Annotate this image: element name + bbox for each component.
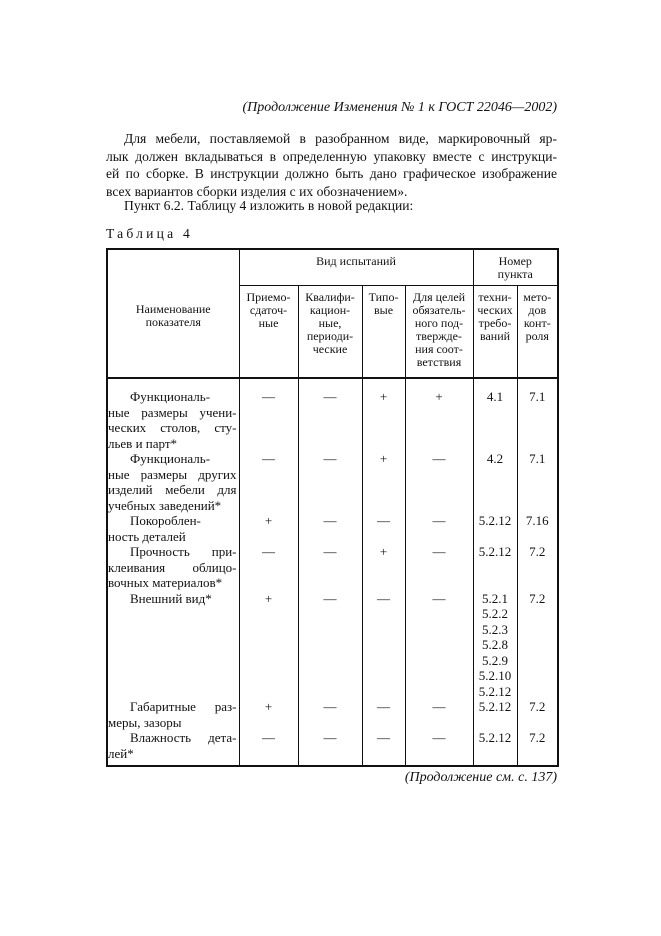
indicator-name-cell	[107, 378, 239, 451]
table-row	[107, 378, 558, 451]
header-control-methods	[517, 286, 558, 379]
test-mark: —	[432, 513, 446, 528]
indicator-name-line: учебных заведений*	[108, 497, 222, 513]
test-mark-cell	[362, 544, 405, 591]
test-mark-cell	[405, 730, 473, 766]
tech-requirement-cell	[473, 544, 517, 591]
test-mark: —	[323, 730, 337, 745]
test-mark-cell	[405, 544, 473, 591]
header-tech-requirements	[473, 286, 517, 379]
header-line: вые	[373, 303, 394, 317]
item-number: 5.2.9	[482, 652, 508, 668]
header-line: ветствия	[416, 355, 462, 369]
indicator-name-line: ность деталей	[108, 528, 186, 544]
tests-table	[106, 248, 559, 767]
test-mark: +	[435, 389, 443, 404]
header-indicator-name	[107, 249, 239, 378]
test-mark-cell	[362, 591, 405, 700]
tech-requirement-cell	[473, 378, 517, 451]
header-type	[362, 286, 405, 379]
tech-requirement-cell	[473, 730, 517, 766]
test-mark-cell	[298, 513, 362, 544]
test-mark: +	[264, 590, 273, 606]
header-line: ваний	[479, 329, 511, 343]
item-number: 5.2.12	[478, 513, 512, 528]
header-line: дов	[528, 303, 547, 317]
header-acceptance	[239, 286, 298, 379]
item-number: 5.2.12	[478, 730, 512, 745]
table-row	[107, 544, 558, 591]
indicator-name-cell	[107, 513, 239, 544]
indicator-name-line: клеивания облицо-	[108, 559, 237, 575]
header-test-types: Вид испытаний	[239, 249, 473, 286]
test-mark: —	[323, 451, 337, 466]
table-row	[107, 699, 558, 730]
header-line: пункта	[497, 267, 533, 281]
indicator-name-line: Функциональ-	[130, 389, 211, 404]
test-mark: +	[379, 544, 388, 559]
test-mark-cell	[298, 451, 362, 513]
item-number: 5.2.10	[478, 668, 512, 683]
paragraph-line: всех вариантов сборки изделия с их обозначением».	[106, 183, 408, 199]
item-number: 5.2.12	[478, 699, 512, 714]
indicator-name-line: вочных материалов*	[108, 575, 223, 590]
indicator-name-line: изделий мебели для	[108, 482, 237, 497]
test-mark: —	[377, 699, 390, 714]
test-mark: —	[432, 730, 446, 745]
table-body	[107, 378, 558, 766]
test-mark-cell	[298, 699, 362, 730]
test-mark: —	[262, 730, 275, 745]
header-line: ные	[258, 316, 279, 330]
header-line: обязатель-	[412, 303, 466, 317]
paragraph-line: Для мебели, поставляемой в разобранном виде, маркировочный яр-	[124, 131, 557, 146]
test-mark: —	[432, 451, 446, 466]
table-row	[107, 451, 558, 513]
header-line: ческие	[312, 342, 348, 356]
test-mark: —	[323, 699, 337, 714]
tech-requirement-cell	[473, 451, 517, 513]
header-line: мето-	[523, 290, 552, 304]
control-method-cell	[517, 544, 558, 591]
test-mark-cell	[239, 451, 298, 513]
indicator-name-line: Прочность при-	[130, 544, 237, 559]
test-mark-cell	[298, 544, 362, 591]
header-line: ные,	[318, 316, 342, 330]
control-method-cell	[517, 730, 558, 766]
test-mark: —	[377, 730, 390, 745]
table-label: Таблица 4	[106, 226, 193, 241]
test-mark: —	[323, 513, 337, 528]
test-mark-cell	[362, 451, 405, 513]
test-mark: —	[323, 389, 337, 404]
item-number: 7.2	[529, 699, 546, 714]
header-line: Наименование	[135, 302, 211, 316]
header-line: техни-	[478, 290, 512, 304]
test-mark: —	[262, 544, 275, 559]
test-mark-cell	[362, 378, 405, 451]
test-mark: —	[323, 544, 337, 559]
indicator-name-cell	[107, 591, 239, 700]
item-number: 4.2	[486, 451, 504, 466]
paragraph-line: ей по сборке. В инструкции должно быть дано графическое изображение	[106, 166, 557, 181]
test-mark-cell	[405, 591, 473, 700]
tech-requirement-cell	[473, 699, 517, 730]
point-text: Пункт 6.2. Таблицу 4 изложить в новой редакции:	[124, 198, 414, 213]
header-line: Номер	[498, 254, 532, 268]
item-number: 5.2.2	[482, 606, 508, 621]
test-mark: —	[432, 699, 446, 714]
item-number: 5.2.1	[482, 590, 508, 606]
header-line: Приемо-	[246, 290, 291, 304]
test-mark: +	[379, 451, 388, 466]
test-mark: —	[377, 513, 390, 528]
test-mark: +	[264, 513, 273, 528]
header-item-number	[473, 249, 558, 286]
test-mark-cell	[362, 513, 405, 544]
indicator-name-line: меры, зазоры	[108, 714, 182, 730]
control-method-cell	[517, 699, 558, 730]
test-mark-cell	[405, 378, 473, 451]
indicator-name-cell	[107, 451, 239, 513]
header-line: кацион-	[309, 303, 351, 317]
test-mark-cell	[405, 699, 473, 730]
header-line: периоди-	[306, 329, 354, 343]
tech-requirement-cell	[473, 591, 517, 700]
header-qualification	[298, 286, 362, 379]
item-number: 7.2	[529, 544, 546, 559]
table-row	[107, 591, 558, 700]
test-mark-cell	[239, 378, 298, 451]
test-mark-cell	[239, 730, 298, 766]
test-mark: +	[264, 699, 273, 714]
test-mark: —	[323, 590, 337, 606]
header-line: роля	[525, 329, 549, 343]
continuation-header: (Продолжение Изменения № 1 к ГОСТ 22046—2002)	[242, 100, 557, 115]
test-mark-cell	[239, 591, 298, 700]
test-mark-cell	[405, 513, 473, 544]
paragraph-line: лык должен вкладываться в определенную упаковку вместе с инструкци-	[106, 148, 557, 164]
test-mark-cell	[362, 730, 405, 766]
indicator-name-line: Габаритные раз-	[130, 699, 237, 714]
item-number: 5.2.8	[482, 637, 508, 652]
test-mark-cell	[405, 451, 473, 513]
test-mark-cell	[298, 730, 362, 766]
indicator-name-line: ные размеры других	[108, 466, 237, 482]
header-conformity	[405, 286, 473, 379]
header-line: Квалифи-	[305, 290, 355, 304]
test-mark-cell	[239, 699, 298, 730]
test-mark: —	[262, 389, 275, 404]
test-mark: +	[379, 389, 388, 404]
test-mark: —	[432, 544, 446, 559]
item-number: 7.16	[525, 513, 549, 528]
indicator-name-cell	[107, 699, 239, 730]
table-row	[107, 513, 558, 544]
indicator-name-line: льев и парт*	[108, 435, 178, 451]
test-mark-cell	[298, 378, 362, 451]
test-mark: —	[377, 590, 390, 606]
header-line: ного под-	[414, 316, 464, 330]
control-method-cell	[517, 451, 558, 513]
item-number: 5.2.3	[482, 621, 508, 637]
header-line: показателя	[145, 315, 201, 329]
indicator-name-line: Функциональ-	[130, 451, 211, 466]
item-number: 4.1	[486, 389, 504, 404]
item-number: 5.2.12	[478, 683, 512, 699]
item-number: 7.2	[529, 730, 546, 745]
control-method-cell	[517, 378, 558, 451]
indicator-name-cell	[107, 730, 239, 766]
test-mark-cell	[362, 699, 405, 730]
table-header	[107, 249, 558, 378]
indicator-name-cell	[107, 544, 239, 591]
test-mark: —	[262, 451, 275, 466]
table-row	[107, 730, 558, 766]
item-number: 7.2	[529, 590, 546, 606]
item-number: 7.1	[529, 451, 546, 466]
item-number: 7.1	[529, 389, 546, 404]
control-method-cell	[517, 591, 558, 700]
control-method-cell	[517, 513, 558, 544]
test-mark-cell	[239, 513, 298, 544]
indicator-name-line: ные размеры учени-	[108, 404, 237, 420]
header-line: ческих	[477, 303, 513, 317]
header-line: Типо-	[368, 290, 399, 304]
test-mark-cell	[239, 544, 298, 591]
body-paragraph	[106, 130, 557, 200]
indicator-name-line: Покороблен-	[130, 513, 201, 528]
header-line: Для целей	[412, 290, 466, 304]
header-line: требо-	[478, 316, 512, 330]
header-line: тверждe-	[416, 329, 462, 343]
indicator-name-line: лей*	[108, 745, 134, 761]
test-mark-cell	[298, 591, 362, 700]
header-line: сдаточ-	[249, 303, 288, 317]
item-number: 5.2.12	[478, 544, 512, 559]
test-mark: —	[432, 590, 446, 606]
continuation-footer: (Продолжение см. с. 137)	[404, 770, 557, 785]
indicator-name-line: ческих столов, сту-	[108, 420, 237, 435]
indicator-name-line: Внешний вид*	[130, 590, 212, 606]
indicator-name-line: Влажность дета-	[130, 730, 237, 745]
tech-requirement-cell	[473, 513, 517, 544]
header-line: ния соот-	[415, 342, 463, 356]
header-line: конт-	[523, 316, 551, 330]
